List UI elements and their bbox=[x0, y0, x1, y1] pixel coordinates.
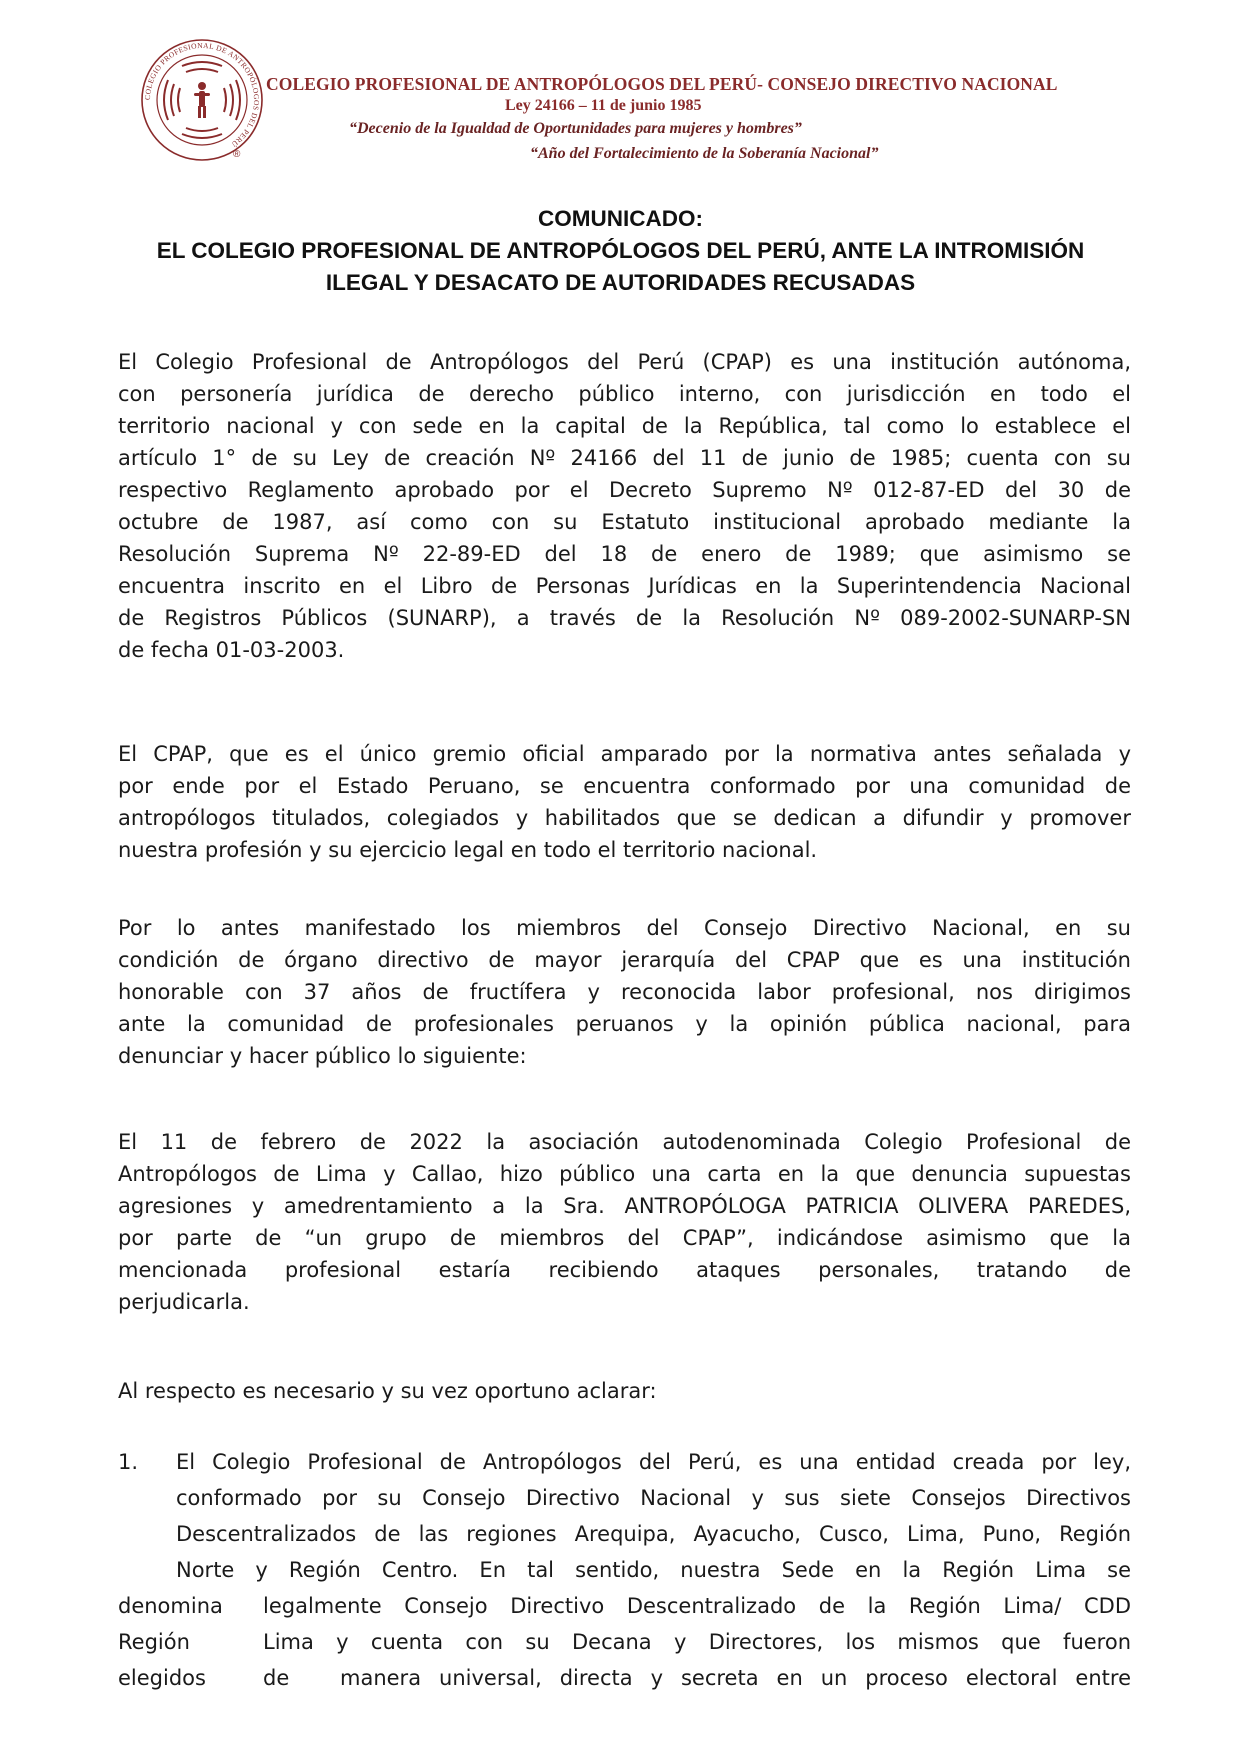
item-line bbox=[118, 1588, 1131, 1624]
paragraph-line: octubre de 1987, así como con su Estatuto institucional aprobado mediante la bbox=[118, 510, 1131, 534]
paragraph-line: El Colegio Profesional de Antropólogos del Perú (CPAP) es una institución autónoma, bbox=[118, 350, 1131, 374]
paragraph-line: Al respecto es necesario y su vez oportuno aclarar: bbox=[118, 1379, 657, 1403]
paragraph-line: de Registros Públicos (SUNARP), a través de la Resolución Nº 089-2002-SUNARP-SN bbox=[118, 606, 1131, 630]
registered-mark: ® bbox=[233, 149, 241, 160]
document-heading bbox=[100, 203, 1141, 299]
letterhead-year: “Año del Fortalecimiento de la Soberanía Nacional” bbox=[530, 145, 879, 162]
paragraph-line: antropólogos titulados, colegiados y habilitados que se dedican a difundir y promover bbox=[118, 806, 1131, 830]
paragraph-2 bbox=[118, 738, 1131, 866]
paragraph-line: por ende por el Estado Peruano, se encuentra conformado por una comunidad de bbox=[118, 774, 1131, 798]
logo-ring-text: COLEGIO PROFESIONAL DE ANTROPÓLOGOS DEL PERÚ bbox=[142, 40, 262, 150]
paragraph-4 bbox=[118, 1126, 1131, 1318]
heading-line-1: COMUNICADO: bbox=[538, 206, 703, 231]
paragraph-line: Resolución Suprema Nº 22-89-ED del 18 de enero de 1989; que asimismo se bbox=[118, 542, 1131, 566]
item-line-right: Lima y cuenta con su Decana y Directores, los mismos que fueron bbox=[263, 1630, 1131, 1654]
paragraph-line: con personería jurídica de derecho público interno, con jurisdicción en todo el bbox=[118, 382, 1131, 406]
paragraph-line: por parte de “un grupo de miembros del CPAP”, indicándose asimismo que la bbox=[118, 1226, 1131, 1250]
paragraph-line: honorable con 37 años de fructífera y reconocida labor profesional, nos dirigimos bbox=[118, 980, 1131, 1004]
item-line bbox=[118, 1624, 1131, 1660]
item-line: Descentralizados de las regiones Arequipa, Ayacucho, Cusco, Lima, Puno, Región bbox=[176, 1522, 1131, 1546]
paragraph-line: encuentra inscrito en el Libro de Personas Jurídicas en la Superintendencia Nacional bbox=[118, 574, 1131, 598]
letterhead-decade: “Decenio de la Igualdad de Oportunidades para mujeres y hombres” bbox=[349, 120, 802, 137]
item-line bbox=[118, 1660, 1131, 1696]
item-line-b: de bbox=[263, 1666, 290, 1690]
item-number: 1. bbox=[118, 1450, 139, 1474]
paragraph-line: mencionada profesional estaría recibiendo ataques personales, tratando de bbox=[118, 1258, 1131, 1282]
heading-line-2: EL COLEGIO PROFESIONAL DE ANTROPÓLOGOS DEL PERÚ, ANTE LA INTROMISIÓN bbox=[156, 238, 1085, 263]
item-line: El Colegio Profesional de Antropólogos del Perú, es una entidad creada por ley, bbox=[176, 1450, 1131, 1474]
paragraph-line: territorio nacional y con sede en la capital de la República, tal como lo establece el bbox=[118, 414, 1131, 438]
item-line-right: legalmente Consejo Directivo Descentralizado de la Región Lima/ CDD bbox=[263, 1594, 1131, 1618]
paragraph-line: agresiones y amedrentamiento a la Sra. ANTROPÓLOGA PATRICIA OLIVERA PAREDES, bbox=[118, 1194, 1131, 1218]
heading-line-3: ILEGAL Y DESACATO DE AUTORIDADES RECUSADAS bbox=[325, 270, 916, 295]
institution-logo-icon bbox=[138, 36, 266, 164]
item-line-left: denomina bbox=[118, 1594, 223, 1618]
paragraph-3 bbox=[118, 912, 1131, 1072]
paragraph-line: perjudicarla. bbox=[118, 1290, 250, 1314]
item-line-left: Región bbox=[118, 1630, 190, 1654]
numbered-item-1 bbox=[118, 1444, 1131, 1696]
item-line-a: elegidos bbox=[118, 1666, 206, 1690]
letterhead-title: COLEGIO PROFESIONAL DE ANTROPÓLOGOS DEL PERÚ- CONSEJO DIRECTIVO NACIONAL bbox=[266, 74, 1058, 94]
letterhead-law: Ley 24166 – 11 de junio 1985 bbox=[505, 97, 702, 114]
paragraph-line: El 11 de febrero de 2022 la asociación autodenominada Colegio Profesional de bbox=[118, 1130, 1131, 1154]
item-line: Norte y Región Centro. En tal sentido, nuestra Sede en la Región Lima se bbox=[176, 1558, 1131, 1582]
paragraph-line: nuestra profesión y su ejercicio legal en todo el territorio nacional. bbox=[118, 838, 818, 862]
paragraph-line: de fecha 01-03-2003. bbox=[118, 638, 345, 662]
item-text bbox=[176, 1444, 1131, 1588]
paragraph-line: Por lo antes manifestado los miembros del Consejo Directivo Nacional, en su bbox=[118, 916, 1131, 940]
paragraph-line: ante la comunidad de profesionales peruanos y la opinión pública nacional, para bbox=[118, 1012, 1131, 1036]
paragraph-line: denunciar y hacer público lo siguiente: bbox=[118, 1044, 527, 1068]
paragraph-line: respectivo Reglamento aprobado por el Decreto Supremo Nº 012-87-ED del 30 de bbox=[118, 478, 1131, 502]
paragraph-5 bbox=[118, 1375, 1131, 1407]
paragraph-line: El CPAP, que es el único gremio oficial amparado por la normativa antes señalada y bbox=[118, 742, 1131, 766]
paragraph-line: Antropólogos de Lima y Callao, hizo público una carta en la que denuncia supuestas bbox=[118, 1162, 1131, 1186]
item-line-c: manera universal, directa y secreta en un proceso electoral entre bbox=[340, 1666, 1131, 1690]
paragraph-1 bbox=[118, 346, 1131, 666]
paragraph-line: condición de órgano directivo de mayor jerarquía del CPAP que es una institución bbox=[118, 948, 1131, 972]
paragraph-line: artículo 1° de su Ley de creación Nº 24166 del 11 de junio de 1985; cuenta con su bbox=[118, 446, 1131, 470]
item-line: conformado por su Consejo Directivo Nacional y sus siete Consejos Directivos bbox=[176, 1486, 1131, 1510]
